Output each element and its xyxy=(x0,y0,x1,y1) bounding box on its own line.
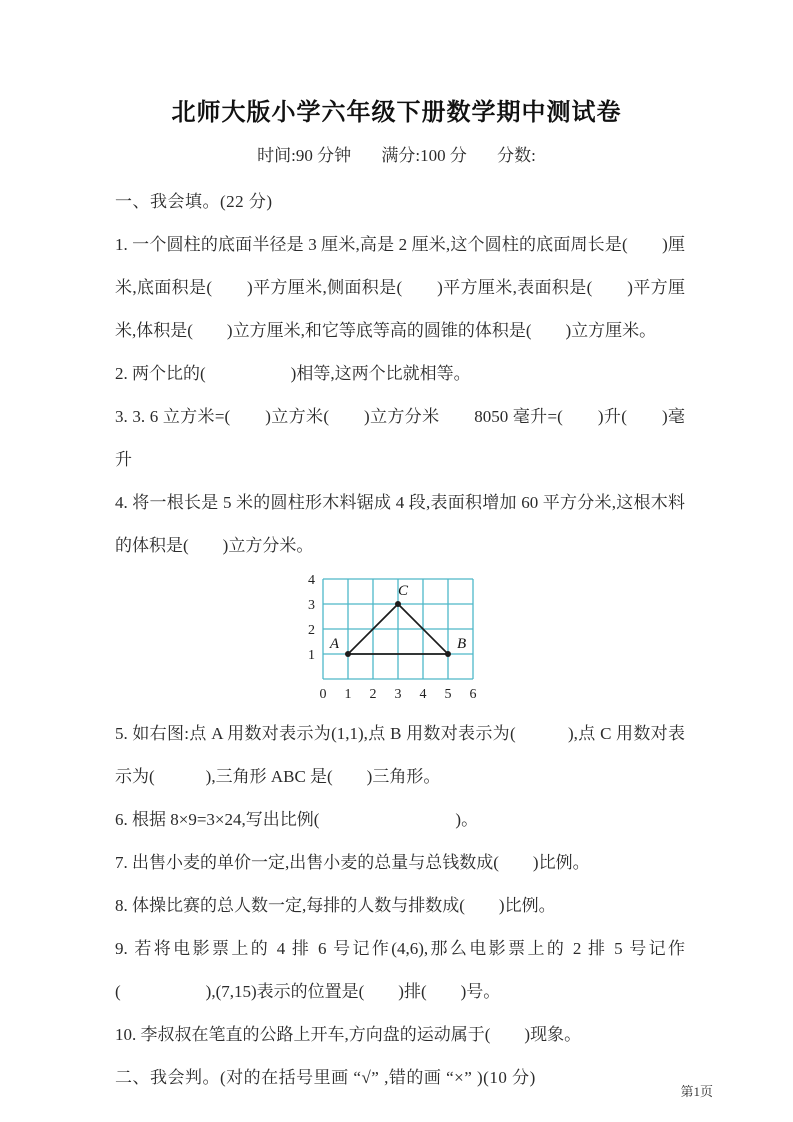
meta-full-score: 满分:100 分 xyxy=(381,146,467,165)
svg-text:3: 3 xyxy=(394,687,402,702)
coordinate-grid-figure xyxy=(301,571,491,710)
svg-text:4: 4 xyxy=(308,573,315,588)
svg-text:3: 3 xyxy=(308,598,315,613)
paper-body xyxy=(115,180,685,1099)
question-4: 4. 将一根长是 5 米的圆柱形木料锯成 4 段,表面积增加 60 平方分米,这根木料的体积是( )立方分米。 xyxy=(115,493,685,555)
svg-text:2: 2 xyxy=(308,623,315,638)
paper-meta xyxy=(0,141,793,166)
question-3: 3. 3. 6 立方米=( )立方米( )立方分米 8050 毫升=( )升( )毫升 xyxy=(115,407,685,469)
question-10: 10. 李叔叔在笔直的公路上开车,方向盘的运动属于( )现象。 xyxy=(115,1025,582,1044)
svg-text:0: 0 xyxy=(319,687,327,702)
question-8: 8. 体操比赛的总人数一定,每排的人数与排数成( )比例。 xyxy=(115,896,556,915)
question-6: 6. 根据 8×9=3×24,写出比例( )。 xyxy=(115,810,479,829)
svg-text:6: 6 xyxy=(469,687,477,702)
svg-text:1: 1 xyxy=(308,648,315,663)
section-two-heading: 二、我会判。(对的在括号里画 “√” ,错的画 “×” )(10 分) xyxy=(115,1068,536,1087)
svg-text:5: 5 xyxy=(444,687,452,702)
page-number: 第1页 xyxy=(680,1084,713,1099)
svg-text:C: C xyxy=(397,583,409,599)
coordinate-grid-svg xyxy=(301,571,485,705)
svg-text:1: 1 xyxy=(344,687,352,702)
svg-text:2: 2 xyxy=(369,687,377,702)
page-title: 北师大版小学六年级下册数学期中测试卷 xyxy=(171,100,622,126)
svg-text:B: B xyxy=(457,636,467,652)
question-7: 7. 出售小麦的单价一定,出售小麦的总量与总钱数成( )比例。 xyxy=(115,853,590,872)
meta-time: 时间:90 分钟 xyxy=(257,146,352,165)
question-9: 9. 若将电影票上的 4 排 6 号记作(4,6),那么电影票上的 2 排 5 号记作( ),(7,15)表示的位置是( )排( )号。 xyxy=(115,939,685,1001)
question-2: 2. 两个比的( )相等,这两个比就相等。 xyxy=(115,364,471,383)
svg-text:A: A xyxy=(329,636,339,652)
section-one-heading: 一、我会填。(22 分) xyxy=(115,192,273,211)
question-1: 1. 一个圆柱的底面半径是 3 厘米,高是 2 厘米,这个圆柱的底面周长是( )厘米,底面积是( )平方厘米,侧面积是( )平方厘米,表面积是( )平方厘米,体积是( )立方厘米,和它等底等高的圆锥的体积是( )立方厘米。 xyxy=(115,235,685,340)
svg-text:4: 4 xyxy=(419,687,427,702)
question-5: 5. 如右图:点 A 用数对表示为(1,1),点 B 用数对表示为( ),点 C 用数对表示为( ),三角形 ABC 是( )三角形。 xyxy=(115,724,685,786)
meta-score-label: 分数: xyxy=(497,146,536,165)
